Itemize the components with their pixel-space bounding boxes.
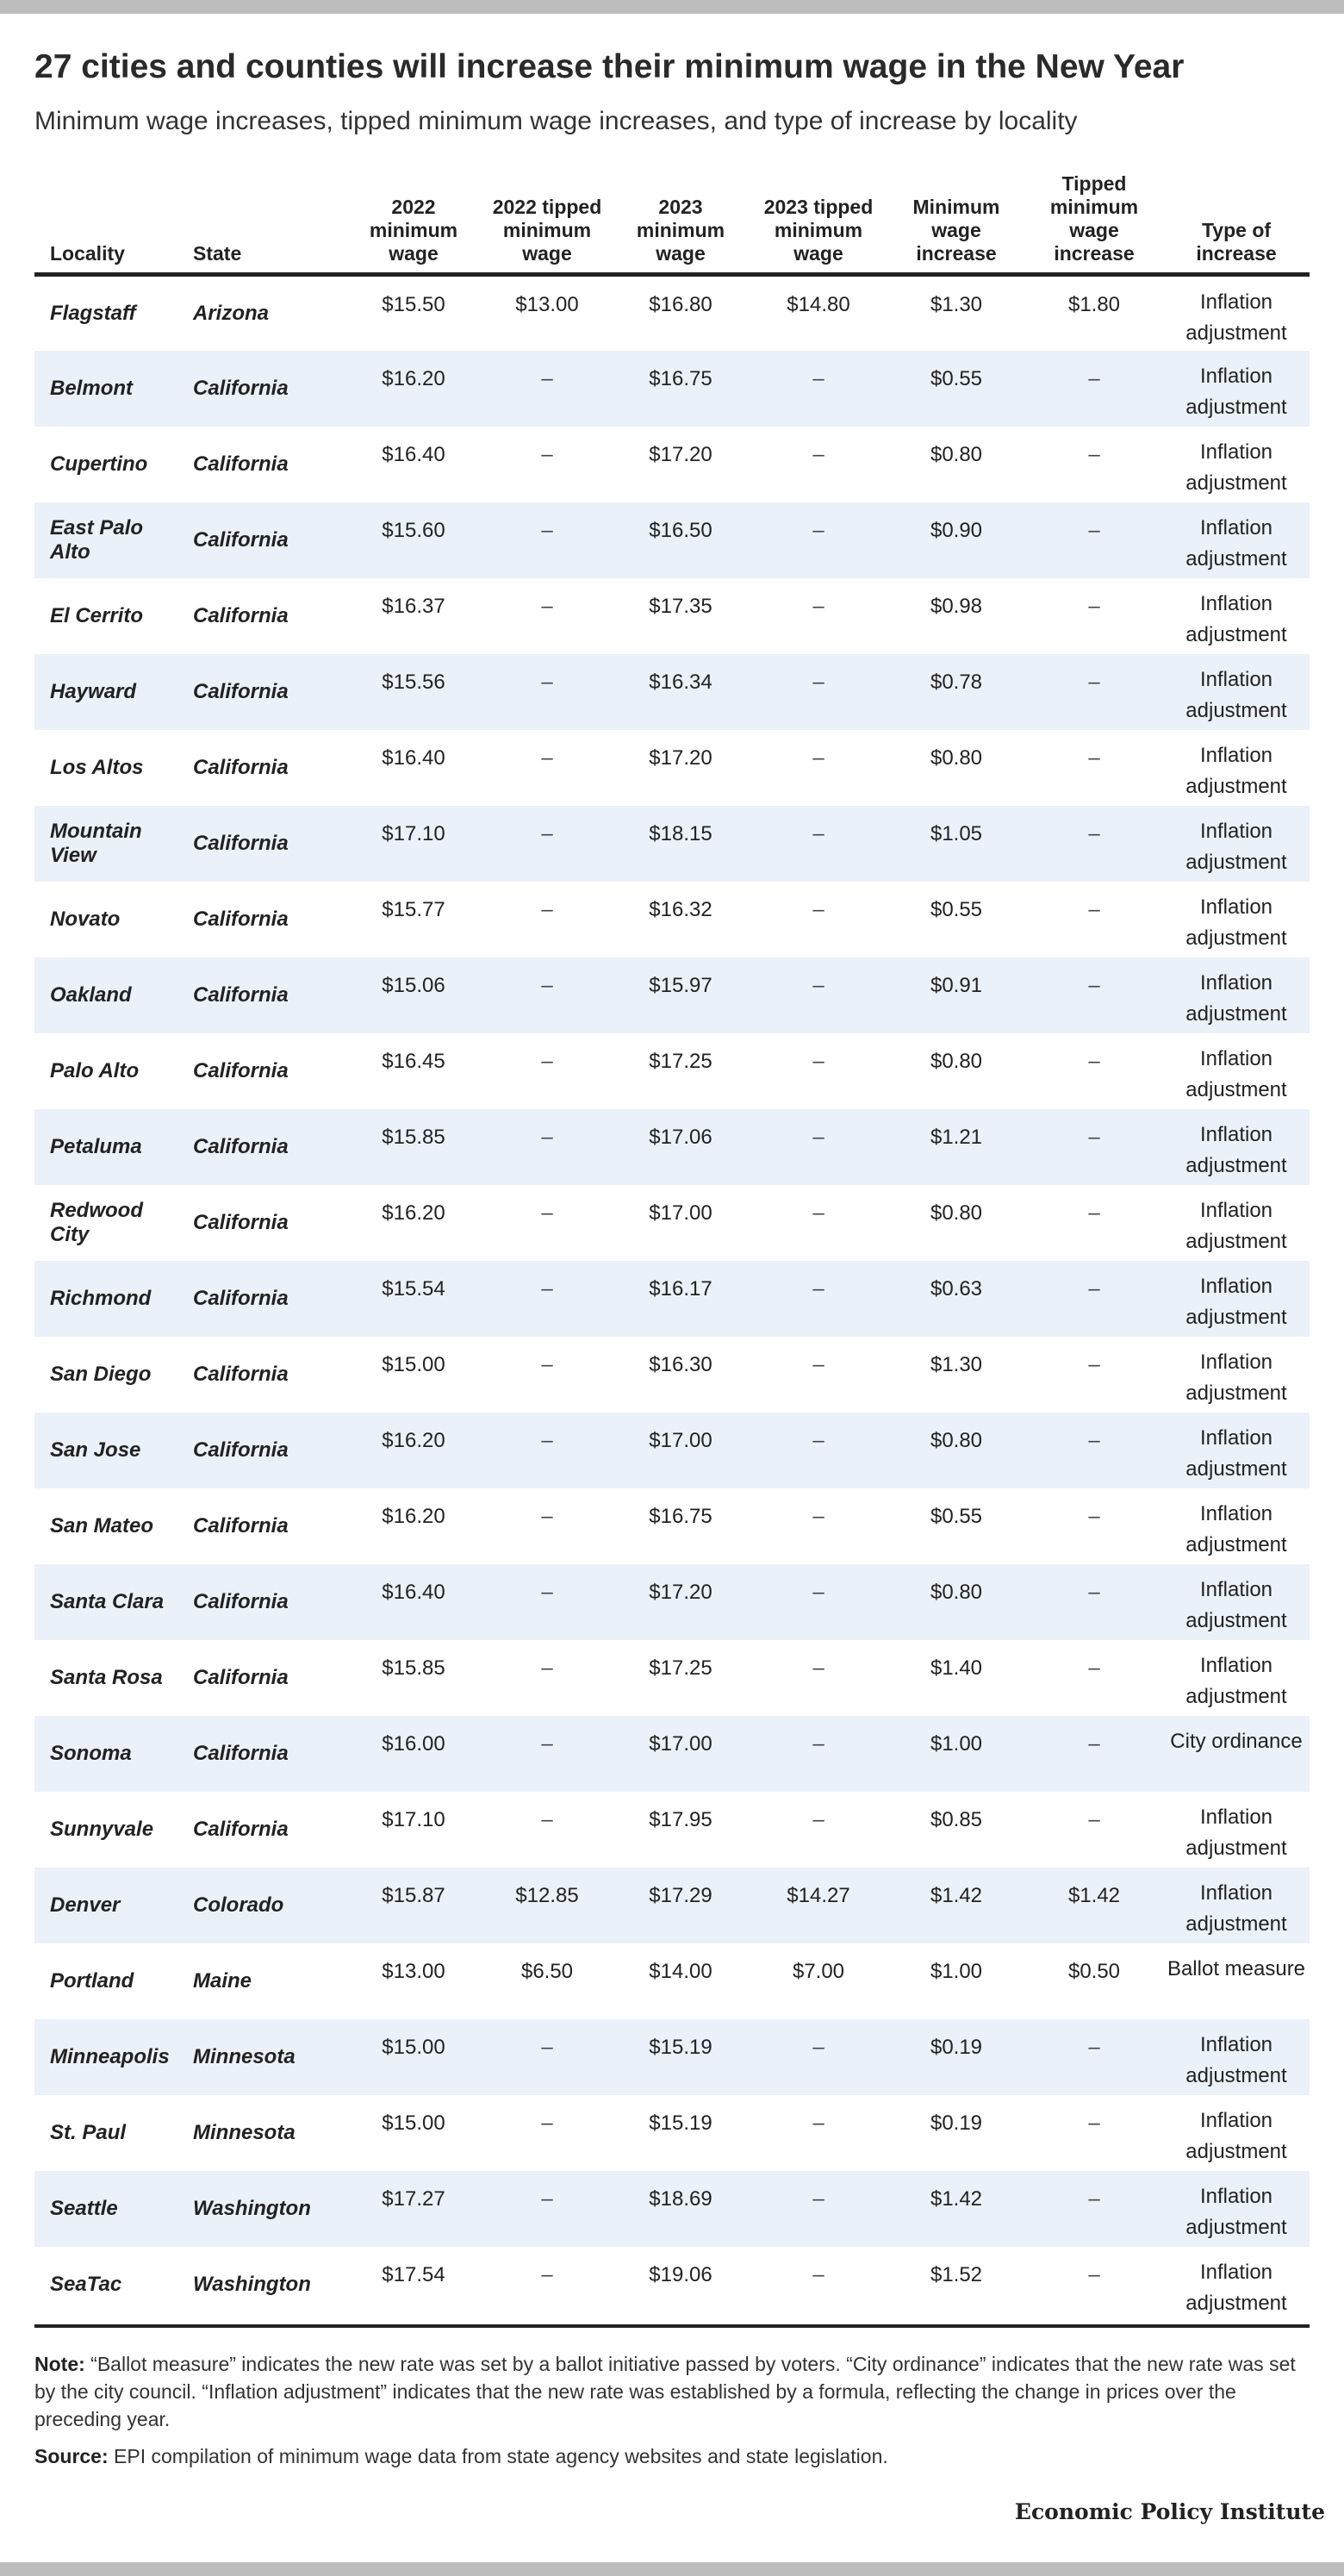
locality-cell: St. Paul (50, 2120, 127, 2144)
tipped-wage-increase-cell: $1.80 (1067, 293, 1121, 316)
increase-type-cell: Inflation adjustment (1185, 970, 1287, 1026)
tipped-wage-2023-cell: – (812, 670, 824, 694)
tipped-wage-2023-cell: – (812, 518, 824, 542)
locality-cell: Cupertino (50, 452, 148, 476)
increase-type-cell: Inflation adjustment (1185, 819, 1287, 874)
min-wage-2023-cell: $17.00 (649, 1428, 712, 1452)
min-wage-2022-cell: $15.85 (382, 1656, 445, 1680)
min-wage-2023-cell: $16.50 (649, 518, 712, 542)
increase-type-cell: Inflation adjustment (1185, 1805, 1287, 1860)
tipped-wage-2022-cell: – (541, 821, 553, 845)
locality-cell: SeaTac (50, 2272, 122, 2296)
state-cell: California (193, 1438, 289, 1462)
tipped-wage-2022-cell: – (541, 1807, 553, 1831)
locality-cell: Hayward (50, 679, 137, 703)
tipped-wage-increase-cell: – (1088, 1580, 1100, 1604)
state-cell: California (193, 1058, 289, 1082)
state-cell: California (193, 755, 289, 779)
min-wage-2023-cell: $17.00 (649, 1201, 712, 1225)
locality-cell: Petaluma (50, 1134, 142, 1158)
min-wage-increase-cell: $1.00 (930, 1959, 983, 1983)
state-cell: Washington (193, 2196, 311, 2220)
tipped-wage-2023-cell: $14.80 (787, 293, 850, 316)
note-label: Note: (34, 2353, 85, 2375)
min-wage-2023-cell: $16.75 (649, 366, 712, 390)
min-wage-2022-cell: $16.40 (382, 1580, 445, 1604)
column-header: Minimum wage increase (887, 169, 1025, 275)
min-wage-2022-cell: $15.06 (382, 973, 445, 997)
increase-type-cell: Inflation adjustment (1185, 2184, 1287, 2239)
increase-type-cell: Inflation adjustment (1185, 1046, 1287, 1101)
tipped-wage-2023-cell: – (812, 745, 824, 770)
tipped-wage-increase-cell: $0.50 (1067, 1959, 1121, 1983)
table-row (34, 1488, 1310, 1564)
table-row (34, 2247, 1310, 2323)
column-header: 2023 minimum wage (612, 169, 750, 275)
table-row (34, 1261, 1310, 1337)
state-cell: California (193, 1589, 289, 1613)
tipped-wage-2022-cell: – (541, 670, 553, 694)
increase-type-cell: Inflation adjustment (1185, 1425, 1287, 1481)
locality-cell: Sonoma (50, 1741, 132, 1765)
increase-type-cell: Inflation adjustment (1185, 1350, 1287, 1405)
table-row (34, 1185, 1310, 1261)
tipped-wage-increase-cell: – (1088, 1428, 1100, 1452)
tipped-wage-2022-cell: – (541, 1125, 553, 1149)
tipped-wage-2022-cell: – (541, 1201, 553, 1225)
state-cell: California (193, 376, 289, 400)
min-wage-2023-cell: $15.97 (649, 973, 712, 997)
tipped-wage-increase-cell: – (1088, 518, 1100, 542)
min-wage-increase-cell: $0.55 (930, 897, 983, 921)
min-wage-2022-cell: $15.00 (382, 2035, 445, 2059)
state-cell: California (193, 679, 289, 703)
min-wage-increase-cell: $0.85 (930, 1807, 983, 1831)
locality-cell: Minneapolis (50, 2044, 170, 2068)
tipped-wage-2023-cell: – (812, 897, 824, 921)
column-header: 2022 tipped minimum wage (482, 169, 612, 275)
increase-type-cell: City ordinance (1170, 1729, 1303, 1753)
tipped-wage-2023-cell: – (812, 1049, 824, 1073)
tipped-wage-increase-cell: – (1088, 366, 1100, 390)
tipped-wage-2023-cell: – (812, 1201, 824, 1225)
increase-type-cell: Inflation adjustment (1185, 1653, 1287, 1708)
tipped-wage-2022-cell: – (541, 1352, 553, 1376)
min-wage-2023-cell: $17.29 (649, 1883, 712, 1907)
locality-cell: Santa Clara (50, 1589, 165, 1613)
state-cell: California (193, 1362, 289, 1386)
tipped-wage-2023-cell: $7.00 (792, 1959, 845, 1983)
locality-cell: San Mateo (50, 1513, 154, 1537)
min-wage-2022-cell: $16.20 (382, 1504, 445, 1528)
min-wage-increase-cell: $0.98 (930, 594, 983, 618)
wage-table-container (34, 169, 1310, 2323)
tipped-wage-2023-cell: – (812, 442, 824, 466)
table-bottom-rule (34, 2324, 1310, 2328)
increase-type-cell: Inflation adjustment (1185, 1198, 1287, 1253)
min-wage-increase-cell: $1.30 (930, 293, 983, 316)
table-row (34, 1109, 1310, 1185)
min-wage-2023-cell: $17.25 (649, 1656, 712, 1680)
state-cell: Minnesota (193, 2120, 296, 2144)
tipped-wage-increase-cell: – (1088, 897, 1100, 921)
tipped-wage-increase-cell: – (1088, 1201, 1100, 1225)
source (34, 2442, 1310, 2470)
tipped-wage-2022-cell: – (541, 897, 553, 921)
tipped-wage-2022-cell: – (541, 1504, 553, 1528)
min-wage-increase-cell: $1.42 (930, 1883, 983, 1907)
min-wage-increase-cell: $1.42 (930, 2186, 983, 2211)
min-wage-2023-cell: $17.20 (649, 745, 712, 770)
min-wage-2023-cell: $17.35 (649, 594, 712, 618)
min-wage-2022-cell: $16.20 (382, 1428, 445, 1452)
table-row (34, 1792, 1310, 1868)
column-header: 2023 tipped minimum wage (750, 169, 887, 275)
min-wage-2022-cell: $16.45 (382, 1049, 445, 1073)
table-row (34, 2019, 1310, 2095)
tipped-wage-increase-cell: – (1088, 1125, 1100, 1149)
table-row (34, 1868, 1310, 1943)
tipped-wage-increase-cell: – (1088, 2186, 1100, 2211)
min-wage-2022-cell: $17.27 (382, 2186, 445, 2211)
increase-type-cell: Inflation adjustment (1185, 290, 1287, 345)
tipped-wage-2023-cell: $14.27 (787, 1883, 850, 1907)
tipped-wage-2023-cell: – (812, 1807, 824, 1831)
min-wage-increase-cell: $1.21 (930, 1125, 983, 1149)
column-header: 2022 minimum wage (345, 169, 482, 275)
table-row (34, 1337, 1310, 1413)
locality-cell: East Palo Alto (50, 515, 144, 564)
tipped-wage-2022-cell: – (541, 1731, 553, 1756)
tipped-wage-2022-cell: $6.50 (520, 1959, 574, 1983)
increase-type-cell: Inflation adjustment (1185, 743, 1287, 798)
tipped-wage-2022-cell: – (541, 366, 553, 390)
increase-type-cell: Inflation adjustment (1185, 440, 1287, 495)
tipped-wage-increase-cell: – (1088, 1352, 1100, 1376)
note (34, 2350, 1310, 2433)
min-wage-increase-cell: $1.40 (930, 1656, 983, 1680)
min-wage-2023-cell: $16.75 (649, 1504, 712, 1528)
locality-cell: Los Altos (50, 755, 144, 779)
locality-cell: San Diego (50, 1362, 152, 1386)
min-wage-increase-cell: $0.78 (930, 670, 983, 694)
increase-type-cell: Inflation adjustment (1185, 1122, 1287, 1177)
min-wage-2022-cell: $15.87 (382, 1883, 445, 1907)
state-cell: Washington (193, 2272, 311, 2296)
locality-cell: Palo Alto (50, 1058, 140, 1082)
locality-cell: Novato (50, 907, 121, 931)
min-wage-2022-cell: $17.10 (382, 821, 445, 845)
table-row (34, 654, 1310, 730)
increase-type-cell: Inflation adjustment (1185, 1274, 1287, 1329)
min-wage-2023-cell: $14.00 (649, 1959, 712, 1983)
source-label: Source: (34, 2445, 109, 2467)
tipped-wage-increase-cell: – (1088, 2035, 1100, 2059)
wage-table (34, 169, 1310, 2323)
min-wage-2022-cell: $16.20 (382, 1201, 445, 1225)
locality-cell: Richmond (50, 1286, 152, 1310)
min-wage-increase-cell: $0.63 (930, 1276, 983, 1300)
locality-cell: Sunnyvale (50, 1817, 154, 1841)
min-wage-increase-cell: $0.19 (930, 2111, 983, 2135)
tipped-wage-increase-cell: – (1088, 821, 1100, 845)
locality-cell: Mountain View (50, 819, 142, 867)
tipped-wage-2022-cell: – (541, 442, 553, 466)
table-row (34, 882, 1310, 957)
locality-cell: Flagstaff (50, 301, 136, 325)
increase-type-cell: Inflation adjustment (1185, 2260, 1287, 2315)
min-wage-2023-cell: $16.17 (649, 1276, 712, 1300)
min-wage-increase-cell: $1.00 (930, 1731, 983, 1756)
min-wage-2022-cell: $16.37 (382, 594, 445, 618)
state-cell: California (193, 1665, 289, 1689)
min-wage-2022-cell: $15.00 (382, 2111, 445, 2135)
tipped-wage-increase-cell: – (1088, 2262, 1100, 2286)
tipped-wage-increase-cell: – (1088, 1276, 1100, 1300)
increase-type-cell: Inflation adjustment (1185, 364, 1287, 419)
tipped-wage-2023-cell: – (812, 1731, 824, 1756)
tipped-wage-increase-cell: – (1088, 1807, 1100, 1831)
state-cell: California (193, 1210, 289, 1234)
state-cell: California (193, 1134, 289, 1158)
min-wage-2022-cell: $15.50 (382, 293, 445, 316)
tipped-wage-2022-cell: $13.00 (515, 293, 579, 316)
tipped-wage-2023-cell: – (812, 1352, 824, 1376)
increase-type-cell: Ballot measure (1167, 1956, 1306, 1980)
state-cell: Maine (193, 1968, 252, 1993)
min-wage-2023-cell: $16.32 (649, 897, 712, 921)
locality-cell: El Cerrito (50, 603, 144, 627)
tipped-wage-increase-cell: – (1088, 670, 1100, 694)
increase-type-cell: Inflation adjustment (1185, 895, 1287, 950)
tipped-wage-2022-cell: $12.85 (515, 1883, 579, 1907)
column-header: State (181, 169, 345, 275)
tipped-wage-2022-cell: – (541, 1428, 553, 1452)
state-cell: California (193, 907, 289, 931)
min-wage-2023-cell: $18.15 (649, 821, 712, 845)
increase-type-cell: Inflation adjustment (1185, 1501, 1287, 1556)
tipped-wage-increase-cell: – (1088, 973, 1100, 997)
table-row (34, 1413, 1310, 1488)
min-wage-2022-cell: $15.77 (382, 897, 445, 921)
tipped-wage-2022-cell: – (541, 1276, 553, 1300)
source-text: EPI compilation of minimum wage data from state agency websites and state legislation. (114, 2445, 888, 2467)
locality-cell: Portland (50, 1968, 134, 1993)
table-row (34, 1943, 1310, 2019)
tipped-wage-2023-cell: – (812, 366, 824, 390)
increase-type-cell: Inflation adjustment (1185, 2032, 1287, 2087)
min-wage-2023-cell: $17.20 (649, 1580, 712, 1604)
locality-cell: Santa Rosa (50, 1665, 163, 1689)
min-wage-2022-cell: $16.40 (382, 442, 445, 466)
table-row (34, 806, 1310, 882)
tipped-wage-2023-cell: – (812, 594, 824, 618)
table-body (34, 275, 1310, 2323)
locality-cell: San Jose (50, 1438, 141, 1462)
min-wage-2022-cell: $16.20 (382, 366, 445, 390)
state-cell: Arizona (193, 301, 270, 325)
tipped-wage-2023-cell: – (812, 1428, 824, 1452)
min-wage-2023-cell: $17.95 (649, 1807, 712, 1831)
increase-type-cell: Inflation adjustment (1185, 667, 1287, 722)
page-subtitle: Minimum wage increases, tipped minimum wage increases, and type of increase by locality (34, 107, 1078, 135)
min-wage-2022-cell: $17.10 (382, 1807, 445, 1831)
min-wage-2022-cell: $15.60 (382, 518, 445, 542)
table-row (34, 502, 1310, 578)
table-row (34, 1640, 1310, 1716)
min-wage-increase-cell: $0.80 (930, 1580, 983, 1604)
min-wage-increase-cell: $0.55 (930, 1504, 983, 1528)
min-wage-2022-cell: $15.00 (382, 1352, 445, 1376)
table-header (34, 169, 1310, 275)
increase-type-cell: Inflation adjustment (1185, 1881, 1287, 1936)
min-wage-increase-cell: $0.80 (930, 1428, 983, 1452)
min-wage-increase-cell: $1.52 (930, 2262, 983, 2286)
locality-cell: Denver (50, 1893, 121, 1917)
column-header: Locality (34, 169, 181, 275)
increase-type-cell: Inflation adjustment (1185, 2108, 1287, 2163)
min-wage-increase-cell: $0.80 (930, 442, 983, 466)
table-row (34, 275, 1310, 351)
tipped-wage-increase-cell: – (1088, 1049, 1100, 1073)
increase-type-cell: Inflation adjustment (1185, 591, 1287, 646)
page-title: 27 cities and counties will increase their minimum wage in the New Year (34, 48, 1185, 85)
min-wage-2023-cell: $16.80 (649, 293, 712, 316)
min-wage-2023-cell: $15.19 (649, 2111, 712, 2135)
locality-cell: Seattle (50, 2196, 118, 2220)
tipped-wage-increase-cell: – (1088, 594, 1100, 618)
table-row (34, 957, 1310, 1033)
tipped-wage-2023-cell: – (812, 1656, 824, 1680)
table-row (34, 2095, 1310, 2171)
column-header: Type of increase (1163, 169, 1310, 275)
min-wage-2023-cell: $17.00 (649, 1731, 712, 1756)
locality-cell: Oakland (50, 982, 132, 1007)
min-wage-increase-cell: $1.30 (930, 1352, 983, 1376)
bottom-border (0, 2562, 1344, 2576)
tipped-wage-2022-cell: – (541, 2111, 553, 2135)
min-wage-increase-cell: $0.19 (930, 2035, 983, 2059)
state-cell: California (193, 527, 289, 552)
state-cell: Colorado (193, 1893, 284, 1917)
tipped-wage-2022-cell: – (541, 745, 553, 770)
increase-type-cell: Inflation adjustment (1185, 515, 1287, 571)
min-wage-increase-cell: $0.80 (930, 1049, 983, 1073)
tipped-wage-increase-cell: – (1088, 745, 1100, 770)
tipped-wage-2023-cell: – (812, 2186, 824, 2211)
table-row (34, 730, 1310, 806)
tipped-wage-2022-cell: – (541, 2262, 553, 2286)
min-wage-increase-cell: $0.80 (930, 1201, 983, 1225)
min-wage-2022-cell: $16.00 (382, 1731, 445, 1756)
tipped-wage-2023-cell: – (812, 1580, 824, 1604)
tipped-wage-2022-cell: – (541, 1049, 553, 1073)
min-wage-increase-cell: $0.55 (930, 366, 983, 390)
tipped-wage-increase-cell: – (1088, 1731, 1100, 1756)
locality-cell: Belmont (50, 376, 133, 400)
top-border (0, 0, 1344, 14)
min-wage-2023-cell: $17.06 (649, 1125, 712, 1149)
table-row (34, 1716, 1310, 1792)
min-wage-2023-cell: $16.30 (649, 1352, 712, 1376)
min-wage-2023-cell: $18.69 (649, 2186, 712, 2211)
min-wage-2023-cell: $15.19 (649, 2035, 712, 2059)
state-cell: California (193, 831, 289, 855)
tipped-wage-2022-cell: – (541, 973, 553, 997)
min-wage-2022-cell: $15.85 (382, 1125, 445, 1149)
note-text: “Ballot measure” indicates the new rate was set by a ballot initiative passed by voters. “City ordinance” indicates that the new rate was set by the city council. “Inflation adjustment” indicates that the new rate was established by a formula, reflecting the change in prices over the preceding year. (34, 2353, 1296, 2430)
min-wage-2023-cell: $17.25 (649, 1049, 712, 1073)
table-row (34, 351, 1310, 427)
tipped-wage-increase-cell: – (1088, 442, 1100, 466)
state-cell: California (193, 603, 289, 627)
tipped-wage-2022-cell: – (541, 2035, 553, 2059)
tipped-wage-2022-cell: – (541, 518, 553, 542)
tipped-wage-2023-cell: – (812, 2262, 824, 2286)
tipped-wage-2023-cell: – (812, 821, 824, 845)
state-cell: Minnesota (193, 2044, 296, 2068)
min-wage-2022-cell: $16.40 (382, 745, 445, 770)
tipped-wage-2023-cell: – (812, 1276, 824, 1300)
tipped-wage-2023-cell: – (812, 973, 824, 997)
locality-cell: Redwood City (50, 1198, 143, 1246)
tipped-wage-2022-cell: – (541, 1656, 553, 1680)
min-wage-2023-cell: $16.34 (649, 670, 712, 694)
header-row (34, 169, 1310, 275)
table-row (34, 1033, 1310, 1109)
state-cell: California (193, 452, 289, 476)
brand-logo-text: Economic Policy Institute (1014, 2499, 1325, 2524)
min-wage-2023-cell: $17.20 (649, 442, 712, 466)
tipped-wage-2022-cell: – (541, 2186, 553, 2211)
table-row (34, 578, 1310, 654)
min-wage-increase-cell: $0.80 (930, 745, 983, 770)
state-cell: California (193, 1741, 289, 1765)
increase-type-cell: Inflation adjustment (1185, 1577, 1287, 1632)
table-row (34, 1564, 1310, 1640)
state-cell: California (193, 1513, 289, 1537)
tipped-wage-increase-cell: – (1088, 2111, 1100, 2135)
table-row (34, 427, 1310, 502)
min-wage-2022-cell: $17.54 (382, 2262, 445, 2286)
tipped-wage-2022-cell: – (541, 1580, 553, 1604)
min-wage-2022-cell: $13.00 (382, 1959, 445, 1983)
state-cell: California (193, 982, 289, 1007)
min-wage-increase-cell: $0.91 (930, 973, 983, 997)
tipped-wage-2023-cell: – (812, 1125, 824, 1149)
tipped-wage-increase-cell: $1.42 (1067, 1883, 1121, 1907)
tipped-wage-increase-cell: – (1088, 1656, 1100, 1680)
min-wage-2022-cell: $15.56 (382, 670, 445, 694)
min-wage-2022-cell: $15.54 (382, 1276, 445, 1300)
min-wage-increase-cell: $0.90 (930, 518, 983, 542)
tipped-wage-2022-cell: – (541, 594, 553, 618)
table-row (34, 2171, 1310, 2247)
min-wage-2023-cell: $19.06 (649, 2262, 712, 2286)
tipped-wage-increase-cell: – (1088, 1504, 1100, 1528)
state-cell: California (193, 1286, 289, 1310)
state-cell: California (193, 1817, 289, 1841)
tipped-wage-2023-cell: – (812, 2111, 824, 2135)
column-header: Tipped minimum wage increase (1025, 169, 1163, 275)
min-wage-increase-cell: $1.05 (930, 821, 983, 845)
tipped-wage-2023-cell: – (812, 1504, 824, 1528)
tipped-wage-2023-cell: – (812, 2035, 824, 2059)
